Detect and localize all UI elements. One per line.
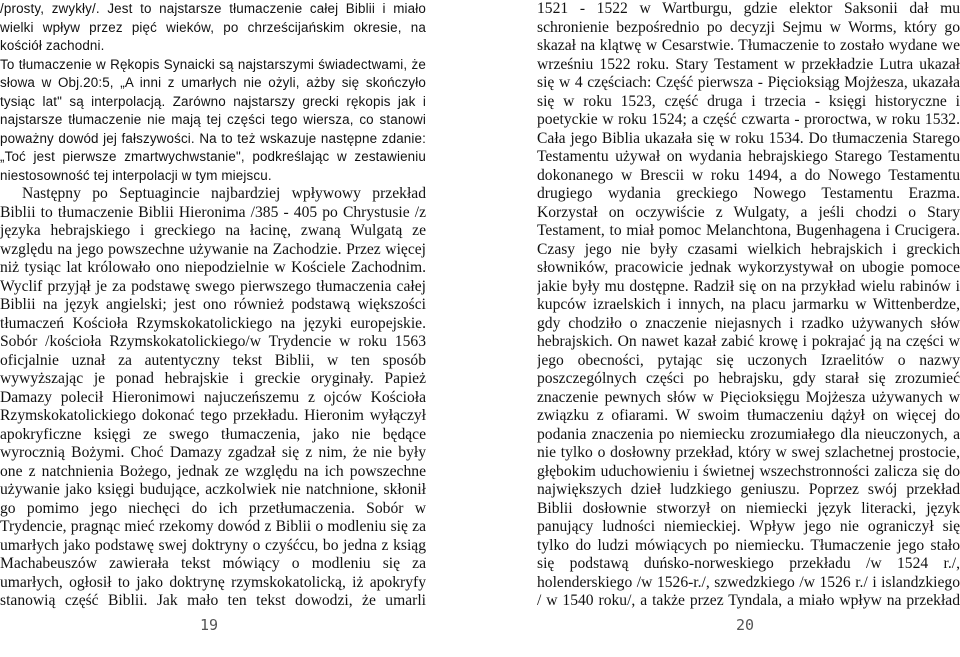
left-paragraph-1: /prosty, zwykły/. Jest to najstarsze tłumaczenie całej Biblii i miało wielki wpływ przez pięć wieków, po chrześcijańskim okresie, na kościół zachodni. [0,1,426,53]
right-page-column [537,0,960,612]
page-number-left: 19 [200,616,219,634]
page-number-right: 20 [736,616,755,634]
left-page-column [0,0,426,612]
right-paragraph-1: 1521 - 1522 w Wartburgu, gdzie elektor Saksonii dał mu schronienie bezpośrednio po decyzji Sejmu w Worms, który go skazał na klątwę w Cesarstwie. Tłumaczenie to zostało wydane we wrześniu 1522 roku. Stary Testament w przekładzie Lutra ukazał się w 4 częściach: Część pierwsza - Pięcioksiąg Mojżesza, ukazała się w roku 1523, część druga i trzecia - księgi historyczne i poetyckie w roku 1524; a część czwarta - proroctwa, w roku 1532. Cała jego Biblia ukazała się w roku 1534. Do tłumaczenia Starego Testamentu używał on wydania hebrajskiego Starego Testamentu dokonanego w Brescii w roku 1494, a do Nowego Testamentu drugiego wydania greckiego Nowego Testamentu Erazma. Korzystał on oczywiście z Wulgaty, a jeśli chodzi o Stary Testament, to miał pomoc Melanchtona, Bugenhagena i Crucigera. Czasy jego nie były czasami wielkich hebrajskich i greckich słowników, pracowicie jednak wykorzystywał on ubogie pomoce jakie były mu dostępne. Radził się on na przykład wielu rabinów i kupców izraelskich i innych, na placu jarmarku w Wittenberdze, gdy chodziło o znaczenie niejasnych i rzadko używanych słów hebrajskich. On nawet kazał zabić krowę i pokrajać ją na części w jego obecności, pytając się uczonych Izraelitów o nazwy poszczególnych części po hebrajsku, gdy starał się zrozumieć znaczenie pewnych słów w Pięcioksięgu Mojżesza używanych w związku z ofiarami. W swoim tłumaczeniu dążył on więcej do podania znaczenia po niemiecku zrozumiałego dla nieuczonych, a nie tylko o dosłowny przekład, który w swej szlachetnej prostocie, głębokim uduchowieniu i świetnej wszechstronności zalicza się do największych dzieł ludzkiego geniuszu. Poprzez swój przekład Biblii dosłownie stworzył on niemiecki język literacki, język panujący ludności niemieckiej. Wpływ jego nie ograniczył się tylko do ludzi mówiących po niemiecku. Tłumaczenie jego stało się podstawą duńsko-norweskiego przekładu /w 1524 r./, holenderskiego /w 1526-r./, szwedzkiego /w 1526 r./ i islandzkiego / w 1540 roku/, a także przez Tyndala, a miało wpływ na przekład [537,0,960,609]
left-paragraph-3: Następny po Septuagincie najbardziej wpływowy przekład Biblii to tłumaczenie Biblii Hieronima /385 - 405 po Chrystusie /z języka hebrajskiego i greckiego na łacinę, zwaną Wulgatą ze względu na jego powszechne używanie na Zachodzie. Przez więcej niż tysiąc lat królowało ono niepodzielnie w Kościele Zachodnim. Wyclif przyjął je za podstawę swego pierwszego tłumaczenia całej Biblii na język angielski; jest ono również podstawą większości tłumaczeń Kościoła Rzymskokatolickiego na języki europejskie. Sobór /kościoła Rzymskokatolickiego/w Trydencie w roku 1563 oficjalnie uznał za autentyczny tekst Biblii, w ten sposób wywyższając je ponad hebrajskie i greckie oryginały. Papież Damazy polecił Hieronimowi najuczeńszemu z ojców Kościoła Rzymskokatolickiego dokonać tego przekładu. Hieronim wyłączył apokryficzne księgi ze swego tłumaczenia, jako nie będące wyrocznią Bożymi. Choć Damazy zgadzał się z nim, że nie były one z natchnienia Bożego, jednak ze względu na ich powszechne używanie jako księgi budujące, aczkolwiek nie natchnione, skłonił go pomimo jego niechęci do ich przetłumaczenia. Sobór w Trydencie, pragnąc mieć rzekomy dowód z Biblii o modleniu się za umarłych jako podstawę swej doktryny o czyśćcu, bo jedna z ksiąg Machabeuszów zawierała tekst mówiący o modleniu się za umarłych, ogłosił to jako doktrynę rzymskokatolicką, iż apokryfy stanowią część Biblii. Jak mało ten tekst dowodzi, że umarli [0,185,426,609]
left-paragraph-2: To tłumaczenie w Rękopis Synaicki są najstarszymi świadectwami, że słowa w Obj.20:5, „A inni z umarłych nie ożyli, ażby się skończyło tysiąc lat" są interpolacją. Zarówno najstarszy grecki rękopis jak i najstarsze tłumaczenie nie mają tej części tego wiersza, co stanowi poważny dowód jej fałszywości. Na to też wskazuje następne zdanie: „Toć jest pierwsze zmartwychwstanie", podkreślając w zestawieniu niestosowność tej interpolacji w tym miejscu. [0,56,426,183]
